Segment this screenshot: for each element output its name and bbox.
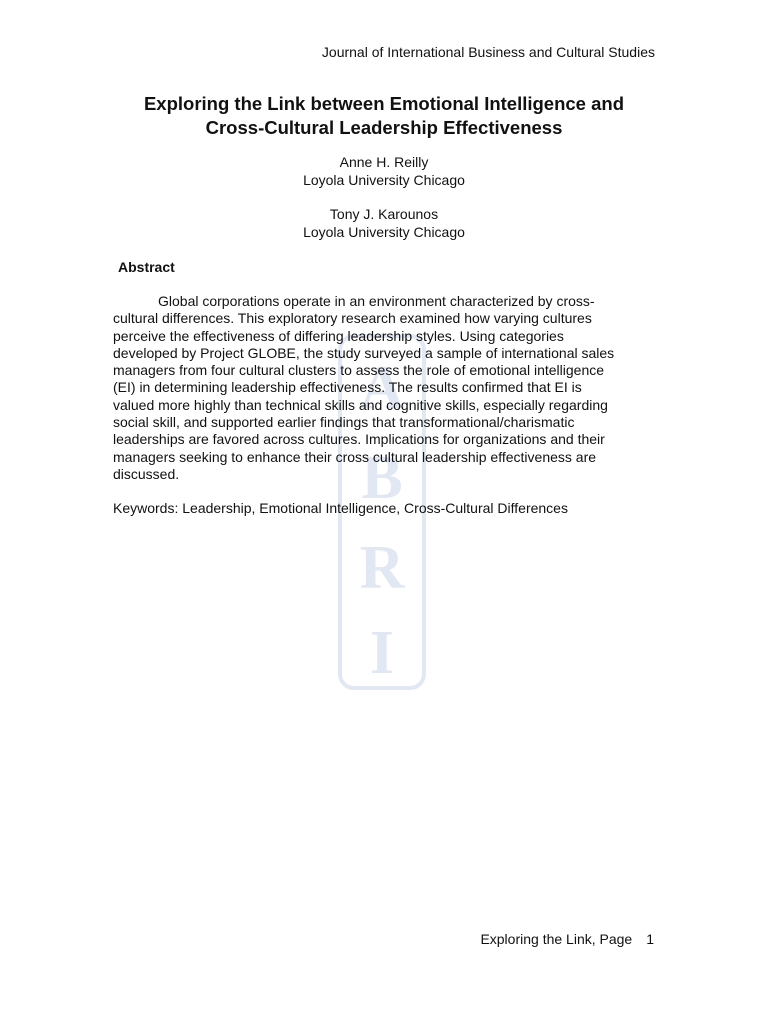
abstract-line: leaderships are favored across cultures. Implications for organizations and their bbox=[113, 431, 605, 448]
abstract-line: managers from four cultural clusters to assess the role of emotional intelligence bbox=[113, 362, 605, 379]
watermark-letter-i: I bbox=[369, 619, 395, 687]
author-name: Anne H. Reilly bbox=[339, 154, 429, 170]
author-affiliation: Loyola University Chicago bbox=[303, 224, 465, 240]
abstract-heading: Abstract bbox=[118, 259, 175, 275]
watermark-letter-r: R bbox=[359, 534, 405, 602]
page-footer bbox=[480, 931, 654, 948]
abstract-line: perceive the effectiveness of differing leadership styles. Using categories bbox=[113, 327, 564, 344]
author-block-1 bbox=[0, 153, 768, 189]
keywords-line: Keywords: Leadership, Emotional Intelligence, Cross-Cultural Differences bbox=[113, 500, 568, 516]
abstract-line: cultural differences. This exploratory research examined how varying cultures bbox=[113, 310, 592, 327]
abstract-body bbox=[0, 293, 768, 483]
paper-title-line-2: Cross-Cultural Leadership Effectiveness bbox=[205, 117, 563, 138]
abstract-line: social skill, and supported earlier findings that transformational/charismatic bbox=[113, 414, 575, 431]
page-number: 1 bbox=[646, 931, 654, 947]
watermark-letter-a: A bbox=[359, 354, 405, 422]
paper-title bbox=[0, 92, 768, 140]
journal-running-head: Journal of International Business and Cultural Studies bbox=[321, 44, 655, 60]
abstract-line: Global corporations operate in an environment characterized by cross- bbox=[158, 293, 595, 309]
paper-title-line-1: Exploring the Link between Emotional Intelligence and bbox=[143, 93, 625, 114]
abstract-line: discussed. bbox=[113, 465, 180, 482]
footer-running-title: Exploring the Link, Page bbox=[480, 931, 633, 947]
author-name: Tony J. Karounos bbox=[329, 206, 439, 222]
watermark-letter-b: B bbox=[361, 444, 403, 512]
author-block-2 bbox=[0, 205, 768, 241]
author-affiliation: Loyola University Chicago bbox=[303, 172, 465, 188]
abstract-line: developed by Project GLOBE, the study surveyed a sample of international sales bbox=[113, 344, 615, 361]
abstract-line: valued more highly than technical skills and cognitive skills, especially regarding bbox=[113, 396, 608, 413]
abstract-line: (EI) in determining leadership effectiveness. The results confirmed that EI is bbox=[113, 379, 582, 396]
abstract-line: managers seeking to enhance their cross cultural leadership effectiveness are bbox=[113, 448, 597, 465]
